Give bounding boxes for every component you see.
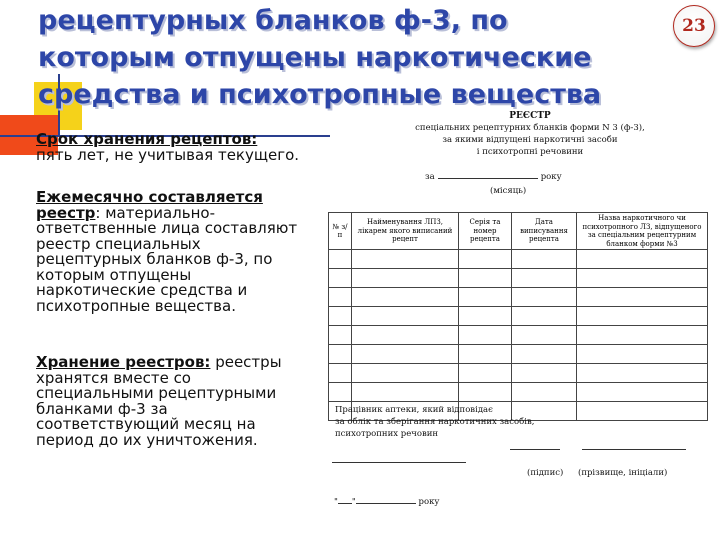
register-storage-label: Хранение реестров: [36, 353, 211, 371]
signature-caption-line: Працівник аптеки, який відповідає [335, 405, 493, 415]
name-hint: (прізвище, ініціали) [578, 468, 668, 478]
date-line [334, 497, 439, 507]
slide-title [38, 2, 658, 113]
signature-blank [582, 449, 686, 450]
column-header: Назва наркотичного чи психотропного ЛЗ, відпущеного за спеціальним рецептурним бланком форми №3 [577, 213, 708, 250]
table-row [329, 383, 708, 402]
signature-caption-line: психотропних речовин [335, 429, 439, 439]
month-blank [438, 178, 538, 179]
register-storage-text: реестры хранятся вместе со специальными рецептурными бланками ф-3 за соответствующий месяц на период до их уничтожения. [36, 353, 282, 449]
table-row [329, 364, 708, 383]
date-quote-open: " [334, 497, 338, 507]
register-subtitle: спеціальних рецептурних бланків форми N 3 (ф-3), [415, 123, 645, 133]
month-hint: (місяць) [490, 186, 527, 196]
monthly-register-paragraph [36, 190, 306, 314]
register-subtitle: за якими відпущені наркотичні засоби [442, 135, 618, 145]
table-row [329, 269, 708, 288]
signature-caption-line: за облік та зберігання наркотичних засобів, [335, 417, 535, 427]
monthly-register-label: Ежемесячно составляется реестр [36, 188, 263, 222]
signature-blank [510, 449, 560, 450]
month-year-blank [356, 503, 416, 504]
signature-blank [332, 462, 466, 463]
storage-period-paragraph [36, 132, 306, 163]
title-line: которым отпущены наркотические [38, 42, 592, 73]
page-number-badge: 23 [673, 5, 715, 47]
register-month-line [425, 172, 615, 182]
storage-period-text: пять лет, не учитывая текущего. [36, 145, 300, 164]
title-line: рецептурных бланков ф-3, по [38, 5, 508, 36]
register-storage-paragraph [36, 355, 306, 448]
month-suffix: року [540, 172, 562, 182]
date-suffix: року [418, 497, 440, 507]
register-table [328, 212, 708, 421]
register-form-header [400, 110, 660, 158]
register-subtitle: і психотропні речовини [476, 147, 584, 157]
monthly-register-text: : материально-ответственные лица составляют реестр специальных рецептурных бланков ф-3, по которым отпущены наркотические средства и психотропные вещества. [36, 203, 298, 315]
column-header: Найменування ЛПЗ, лікарем якого виписаний рецепт [352, 213, 459, 250]
sign-hint: (підпис) [527, 468, 564, 478]
title-line: средства и психотропные вещества [38, 79, 602, 110]
table-row [329, 326, 708, 345]
date-quote-close: " [351, 497, 356, 507]
register-title: РЕЄСТР [509, 111, 551, 121]
column-header: Дата виписування рецепта [512, 213, 577, 250]
column-header: Серія та номер рецепта [459, 213, 512, 250]
column-header: № з/п [329, 213, 352, 250]
table-row [329, 250, 708, 269]
table-row [329, 288, 708, 307]
month-prefix: за [425, 172, 435, 182]
table-row [329, 307, 708, 326]
signature-caption [335, 404, 534, 440]
table-row [329, 345, 708, 364]
day-blank [338, 503, 352, 504]
storage-period-label: Срок хранения рецептов: [36, 130, 258, 148]
